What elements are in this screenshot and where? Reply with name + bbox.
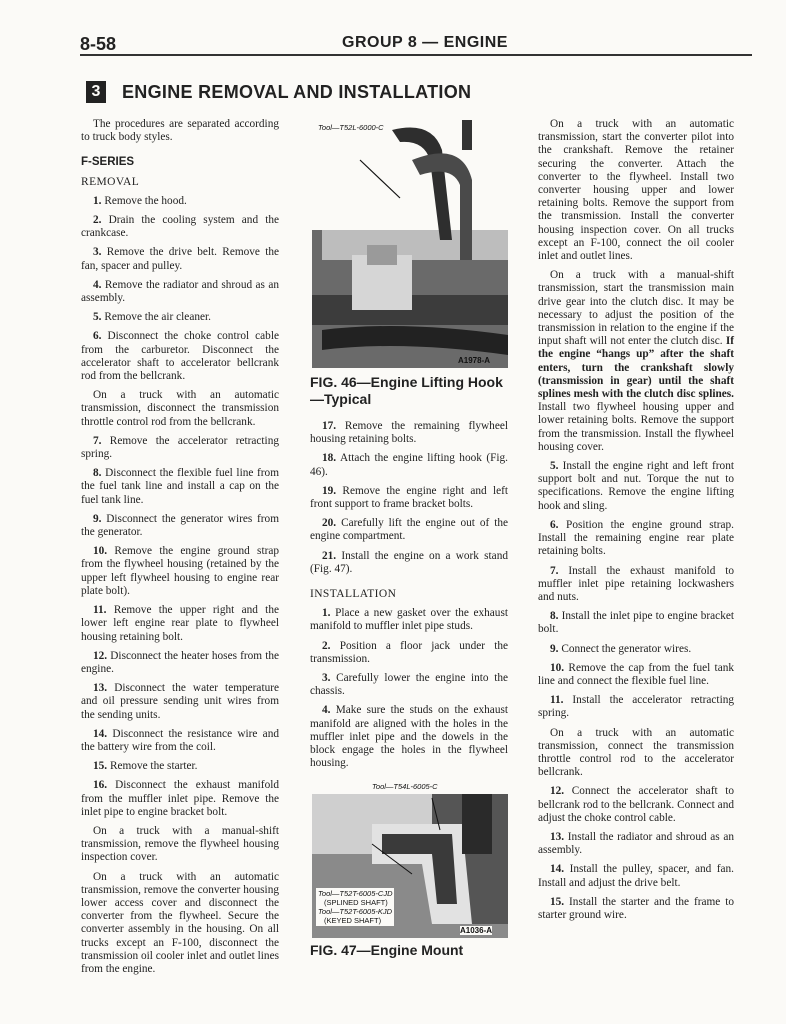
step-text: Position a floor jack under the transmission.	[310, 639, 508, 665]
installation-heading: INSTALLATION	[310, 588, 397, 601]
step-number: 13.	[93, 682, 108, 695]
installation-steps-a	[310, 607, 508, 770]
step-number: 16.	[93, 779, 108, 792]
step-item	[538, 694, 734, 720]
step-item	[81, 246, 279, 272]
step-number: 7.	[93, 434, 102, 447]
step-number: 19.	[322, 484, 337, 497]
page-number: 8-58	[80, 34, 117, 54]
removal-steps-c	[310, 420, 508, 576]
step-number: 1.	[322, 607, 331, 620]
column-1	[81, 118, 279, 982]
step-number: 3.	[322, 672, 331, 685]
fig47-caption: FIG. 47—Engine Mount	[310, 942, 464, 958]
step-text: Remove the remaining flywheel housing retaining bolts.	[310, 420, 508, 446]
step-number: 3.	[93, 246, 102, 259]
step-text: Remove the starter.	[109, 760, 198, 773]
manual-install-paragraph	[538, 269, 734, 454]
installation-steps-c	[538, 785, 734, 922]
step-number: 10.	[550, 661, 565, 674]
step-item	[310, 672, 508, 698]
series-heading: F-SERIES	[81, 156, 135, 169]
fig47-tool-a: Tool—T52T-6005-CJD	[318, 889, 393, 898]
step-item	[310, 485, 508, 511]
step-text: Remove the upper right and the lower left engine rear plate to flywheel housing retaining bolt.	[81, 604, 279, 643]
step-text: Install the accelerator retracting spring.	[538, 694, 735, 720]
step-item	[310, 517, 508, 543]
step-item	[81, 604, 279, 644]
step-number: 21.	[322, 549, 337, 562]
fig47-tool-b: Tool—T52T-6005-KJD	[318, 907, 393, 916]
figure-46-lifting-hook	[312, 120, 508, 368]
engine-photo-illustration	[312, 120, 508, 368]
step-item	[310, 607, 508, 633]
step-number: 1.	[93, 194, 102, 207]
step-number: 5.	[550, 460, 559, 473]
fig46-code: A1978-A	[458, 356, 491, 365]
step-number: 12.	[93, 649, 108, 662]
step-item	[538, 565, 734, 605]
step-text: Install the radiator and shroud as an assembly.	[538, 830, 734, 857]
step-number: 10.	[93, 545, 108, 558]
page-header	[80, 34, 760, 56]
step-number: 15.	[93, 760, 108, 773]
step-text: Drain the cooling system and the crankcase.	[81, 214, 279, 240]
step-item	[81, 195, 279, 208]
step-number: 11.	[550, 694, 564, 707]
step-text: Disconnect the exhaust manifold from the muffler inlet pipe. Remove the inlet pipe to engine bracket bolt.	[81, 779, 280, 818]
column-2	[310, 420, 508, 776]
step-number: 8.	[550, 610, 559, 623]
step-item	[81, 760, 279, 773]
step-item	[310, 640, 508, 666]
step-item	[310, 420, 508, 446]
fig47-tool-b-sub: (KEYED SHAFT)	[324, 916, 382, 925]
step-text: Remove the drive belt. Remove the fan, spacer and pulley.	[81, 246, 279, 272]
step-text: Remove the cap from the fuel tank line and connect the flexible fuel line.	[538, 661, 735, 687]
step-item	[538, 662, 734, 688]
step-text: Remove the accelerator retracting spring.	[81, 434, 279, 461]
step-item	[538, 610, 734, 636]
step-text: Place a new gasket over the exhaust manifold to muffler inlet pipe studs.	[310, 607, 508, 633]
step-item	[538, 896, 734, 922]
step-item	[81, 650, 279, 676]
fig47-code: A1036-A	[460, 926, 493, 935]
auto-install-paragraph: On a truck with an automatic transmission, start the converter pilot into the crankshaft. Remove the retainer securing the converter. Attach the converter to the flywheel. Install two converter housing upper and lower retaining bolts. Remove the support from the transmission. Install the converter housing inspection cover. On all trucks except an F-100, connect the oil cooler inlet and outlet lines.	[538, 118, 734, 263]
step-item	[81, 214, 279, 240]
step-item	[81, 545, 279, 598]
step-text: Disconnect the resistance wire and the battery wire from the coil.	[81, 727, 279, 753]
step-text: Carefully lower the engine into the chassis.	[310, 672, 508, 698]
intro-paragraph: The procedures are separated according to truck body styles.	[81, 118, 279, 144]
removal-steps-a	[81, 195, 279, 383]
step-item	[81, 330, 279, 383]
step-number: 5.	[93, 311, 102, 324]
step-text: Disconnect the flexible fuel line from the fuel tank line and install a cap on the fuel tank line.	[81, 467, 279, 506]
manual-install-text-b: Install two flywheel housing upper and lower retaining bolts. Remove the support from the transmission. Install the flywheel housing cover.	[538, 401, 734, 453]
section-badge: 3	[86, 81, 106, 103]
figure-47-engine-mount	[312, 784, 508, 938]
fig46-caption: FIG. 46—Engine Lifting Hook—Typical	[310, 374, 503, 407]
step-item	[81, 467, 279, 507]
step-text: Install the inlet pipe to engine bracket bolt.	[538, 610, 735, 636]
removal-heading: REMOVAL	[81, 175, 140, 188]
step-number: 14.	[550, 863, 565, 876]
step-number: 4.	[322, 704, 331, 717]
step-text: Disconnect the heater hoses from the engine.	[81, 649, 279, 675]
step-number: 15.	[550, 895, 565, 908]
group-title: GROUP 8 — ENGINE	[342, 34, 508, 51]
step-text: Connect the accelerator shaft to bellcrank rod to the bellcrank. Connect and adjust the choke control cable.	[538, 785, 735, 824]
step-number: 13.	[550, 830, 565, 843]
manual-note: On a truck with a manual-shift transmission, remove the flywheel housing inspection cover.	[81, 824, 279, 864]
step-number: 14.	[93, 727, 108, 740]
auto-throttle-note: On a truck with an automatic transmission, connect the transmission throttle control rod to the accelerator bellcrank.	[538, 726, 734, 779]
step-number: 2.	[93, 214, 102, 227]
step-number: 20.	[322, 517, 337, 530]
header-rule	[80, 54, 752, 56]
step-item	[81, 279, 279, 305]
step-number: 7.	[550, 564, 559, 577]
step-number: 17.	[322, 420, 337, 432]
step-number: 12.	[550, 785, 565, 798]
step-item	[538, 831, 734, 857]
step-number: 18.	[322, 452, 337, 465]
step-text: Carefully lift the engine out of the engine compartment.	[310, 517, 508, 543]
step-text: Install the starter and the frame to starter ground wire.	[538, 895, 735, 921]
step-text: Remove the engine ground strap from the flywheel housing (retained by the upper left flywheel housing to engine rear plate bolt).	[81, 545, 280, 597]
step-number: 8.	[93, 467, 102, 480]
step-item	[310, 704, 508, 770]
step-text: Disconnect the generator wires from the generator.	[81, 512, 279, 539]
step-item	[310, 550, 508, 576]
step-item	[81, 311, 279, 324]
step-number: 2.	[322, 639, 331, 652]
step-text: Disconnect the water temperature and oil pressure sending unit wires from the sending units.	[81, 682, 280, 721]
step-text: Connect the generator wires.	[561, 642, 692, 655]
installation-steps-b	[538, 460, 734, 720]
step-text: Remove the engine right and left front support to frame bracket bolts.	[310, 484, 509, 511]
step-item	[81, 779, 279, 819]
step-text: Position the engine ground strap. Install the remaining engine rear plate retaining bolts.	[538, 518, 734, 558]
step-item	[538, 519, 734, 559]
step-item	[538, 460, 734, 513]
removal-steps-b	[81, 435, 279, 819]
step-number: 6.	[550, 518, 559, 531]
fig47-tool-a-sub: (SPLINED SHAFT)	[324, 898, 388, 907]
step-text: Install the engine right and left front support bolt and nut. Torque the nut to specifications. Remove the engine lifting hook and sling.	[538, 460, 734, 512]
step-text: Install the exhaust manifold to muffler inlet pipe retaining lockwashers and nuts.	[538, 564, 735, 603]
column-3	[538, 118, 734, 928]
step-text: Install the pulley, spacer, and fan. Install and adjust the drive belt.	[538, 863, 734, 889]
step-text: Install the engine on a work stand (Fig. 47).	[310, 549, 508, 575]
step-text: Remove the radiator and shroud as an assembly.	[81, 278, 280, 305]
step-item	[81, 513, 279, 539]
step-item	[538, 863, 734, 889]
step-item	[81, 682, 279, 722]
step-number: 9.	[550, 642, 559, 655]
step-text: Attach the engine lifting hook (Fig. 46).	[310, 452, 508, 478]
fig47-tool-labels	[316, 888, 394, 926]
step-number: 11.	[93, 604, 107, 617]
section-heading: ENGINE REMOVAL AND INSTALLATION	[122, 81, 472, 102]
fig47-tool-top: Tool—T54L-6005-C	[372, 782, 438, 791]
auto-note: On a truck with an automatic transmission, disconnect the transmission throttle control rod from the bellcrank.	[81, 389, 279, 428]
manual-install-text-a: On a truck with a manual-shift transmission, start the transmission main drive gear into the clutch disc. It may be necessary to adjust the position of the transmission in relation to the engine if the input shaft will not enter the clutch disc.	[538, 269, 734, 348]
fig46-tool-label: Tool—T52L-6000-C	[318, 123, 384, 132]
step-number: 9.	[93, 512, 102, 525]
step-number: 4.	[93, 278, 102, 291]
manual-install-warning: If the engine “hangs up” after the shaft enters, turn the crankshaft slowly (transmission in gear) until the shaft splines mesh with the clutch disc splines.	[538, 335, 734, 401]
section-title	[86, 80, 471, 104]
step-text: Remove the hood.	[104, 194, 187, 207]
step-item	[538, 785, 734, 825]
step-item	[81, 728, 279, 754]
step-item	[81, 435, 279, 461]
auto-note-2: On a truck with an automatic transmission, remove the converter housing lower access cover and disconnect the converter from the flywheel. Secure the converter assembly in the housing. On all trucks except an F-100, disconnect the transmission oil cooler inlet and outlet lines from the engine.	[81, 870, 279, 975]
step-item	[538, 643, 734, 656]
step-number: 6.	[93, 330, 102, 343]
step-item	[310, 452, 508, 478]
step-text: Remove the air cleaner.	[104, 311, 211, 324]
step-text: Make sure the studs on the exhaust manifold are aligned with the holes in the muffler inlet pipe and the dowels in the block engage the holes in the flywheel housing.	[310, 704, 509, 770]
step-text: Disconnect the choke control cable from the carburetor. Disconnect the accelerator shaft to accelerator bellcrank rod from the bellcrank.	[81, 330, 279, 383]
